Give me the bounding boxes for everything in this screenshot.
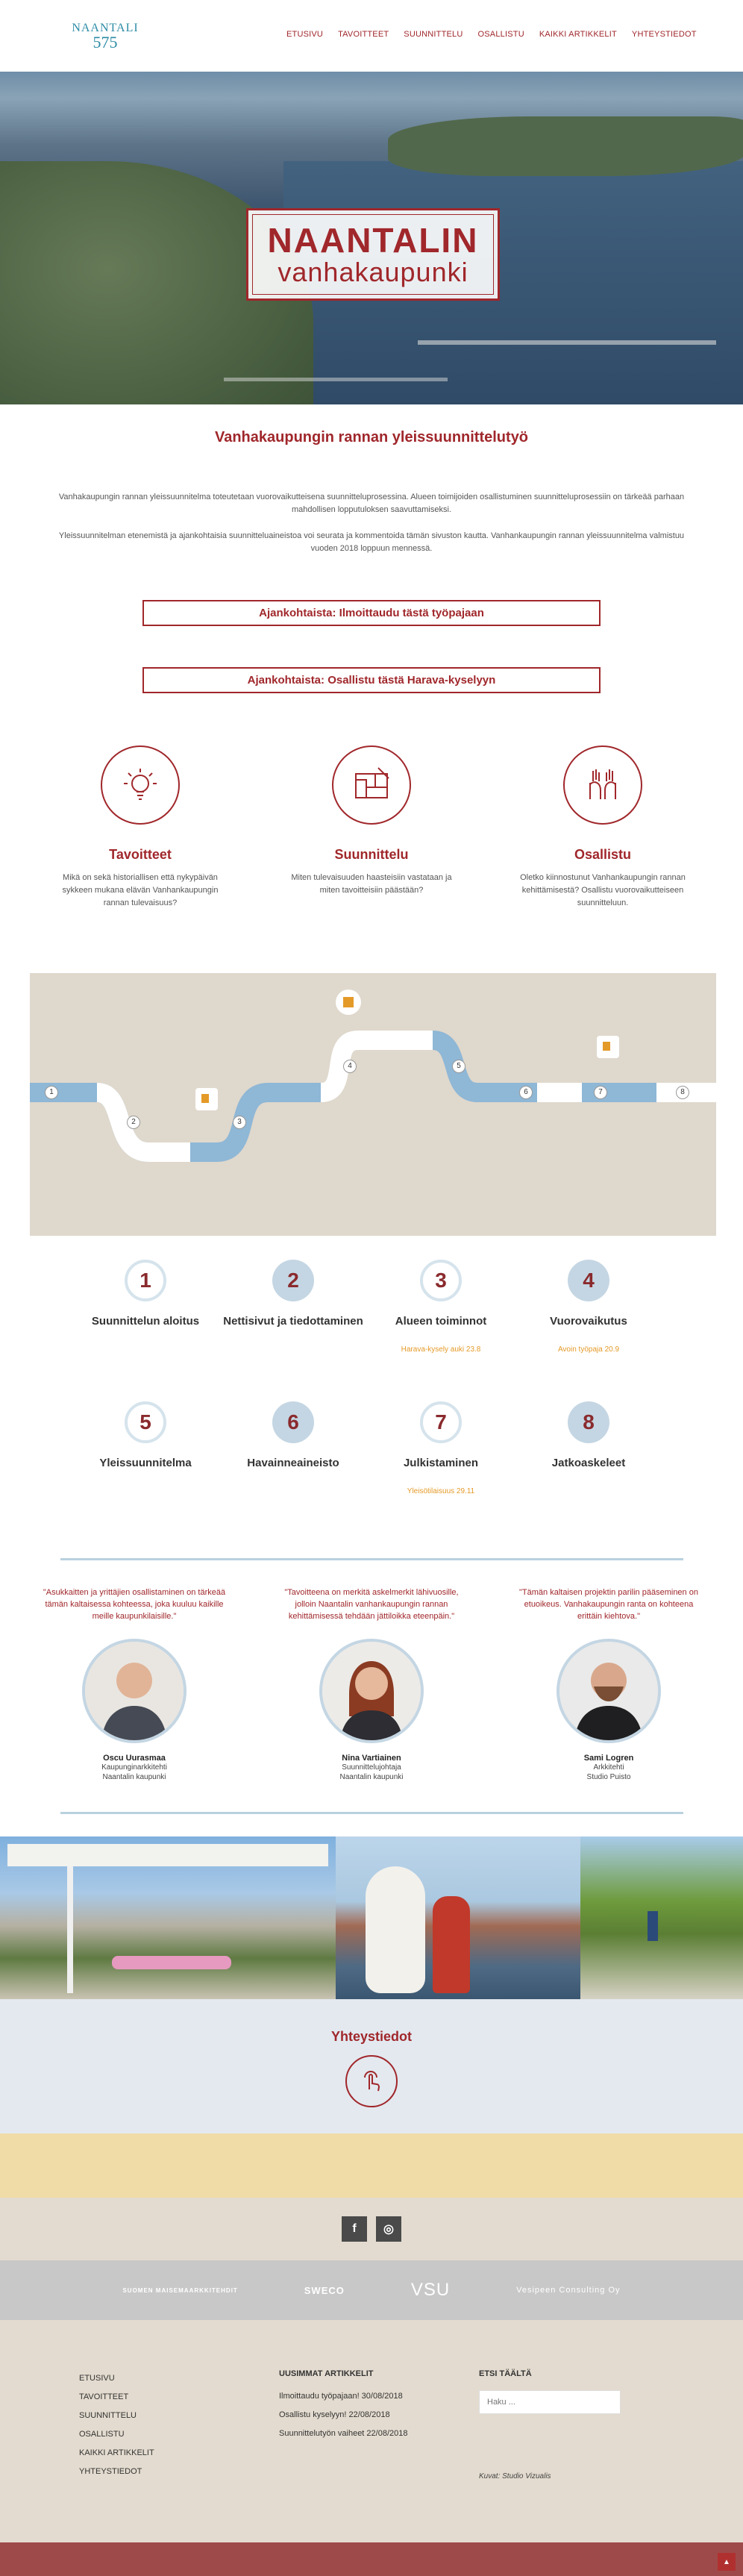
- partner-logo[interactable]: Vesipeen Consulting Oy: [516, 2286, 621, 2295]
- nav-tavoitteet[interactable]: TAVOITTEET: [338, 30, 389, 39]
- step-title: Nettisivut ja tiedottaminen: [223, 1315, 363, 1328]
- pier-post: [67, 1866, 73, 1993]
- features-row: [0, 745, 743, 925]
- quote-card: [41, 1586, 228, 1782]
- divider: [60, 1812, 683, 1814]
- footer-link-etusivu[interactable]: ETUSIVU: [79, 2374, 115, 2383]
- step-number: 6: [272, 1401, 314, 1443]
- step-number: 7: [420, 1401, 462, 1443]
- nav-osallistu[interactable]: OSALLISTU: [477, 30, 524, 39]
- step-7[interactable]: [367, 1401, 515, 1513]
- search-heading: ETSI TÄÄLTÄ: [479, 2369, 532, 2378]
- step-6[interactable]: [219, 1401, 367, 1513]
- flower-bed: [112, 1956, 231, 1969]
- moomin-figure: [366, 1866, 425, 1993]
- intro-paragraph-2: Yleissuunnitelman etenemistä ja ajankohtaisia suunnitteluaineistoa voi seurata ja kommentoida tämän sivuston kautta. Vanhankaupungin rannan yleissuunnitelma valmistuu vuoden 2018 loppuun mennessä.: [58, 531, 685, 553]
- partner-logo[interactable]: SUOMEN MAISEMAARKKITEHDIT: [122, 2286, 238, 2294]
- footer-links: [79, 2369, 279, 2542]
- hero-dock-2: [224, 378, 448, 381]
- feature-osallistu[interactable]: [517, 745, 689, 925]
- article-link[interactable]: Ilmoittaudu työpajaan! 30/08/2018: [279, 2392, 403, 2401]
- step-title: Vuorovaikutus: [550, 1315, 627, 1328]
- process-marker: 4: [343, 1060, 357, 1073]
- step-number: 1: [125, 1260, 166, 1301]
- quote-text: "Tavoitteena on merkitä askelmerkit lähivuosille, jolloin Naantalin vanhankaupungin rannan kehittämisessä tehdään jättiloikka eteenpäin.": [284, 1588, 459, 1621]
- gallery-photo-promenade[interactable]: [580, 1836, 743, 1999]
- process-marker: 5: [452, 1060, 465, 1073]
- logo-text-number: 575: [93, 33, 118, 51]
- intro-heading: Vanhakaupungin rannan yleissuunnittelutyö: [214, 429, 529, 446]
- avatar: [557, 1639, 661, 1743]
- footer-link-suunnittelu[interactable]: SUUNNITTELU: [79, 2411, 137, 2420]
- intro-section: [0, 404, 743, 555]
- quote-text: "Tämän kaltaisen projektin parilin pääseminen on etuoikeus. Vanhakaupungin ranta on kohteena erittäin kiehtova.": [519, 1588, 698, 1621]
- feature-text: Oletko kiinnostunut Vanhankaupungin rannan kehittämisestä? Osallistu vuorovaikutteiseen suunnitteluun.: [520, 873, 686, 907]
- step-title: Jatkoaskeleet: [551, 1457, 626, 1469]
- step-number: 8: [568, 1401, 609, 1443]
- person-org: Naantalin kaupunki: [339, 1773, 404, 1781]
- step-2[interactable]: [219, 1260, 367, 1372]
- process-marker: 2: [127, 1116, 140, 1129]
- process-marker: 8: [676, 1086, 689, 1099]
- footer-search: [479, 2369, 679, 2542]
- intro-paragraph-1: Vanhakaupungin rannan yleissuunnitelma toteutetaan vuorovaikutteisena suunnitteluprosessina. Alueen toimijoiden osallistuminen suunnitteluprosessiin on tärkeää parhaan mahdollisen lopputuloksen saavuttamiseksi.: [58, 493, 685, 514]
- article-link[interactable]: Suunnittelutyön vaiheet 22/08/2018: [279, 2429, 408, 2438]
- photo-gallery: [0, 1836, 743, 1999]
- footer-link-osallistu[interactable]: OSALLISTU: [79, 2430, 125, 2439]
- feature-title: Suunnittelu: [334, 847, 409, 862]
- blueprint-icon: [332, 745, 411, 825]
- hero-dock: [418, 340, 716, 345]
- partner-logos: [0, 2260, 743, 2320]
- step-4[interactable]: [515, 1260, 662, 1372]
- step-note: Avoin työpaja 20.9: [557, 1345, 620, 1354]
- step-number: 3: [420, 1260, 462, 1301]
- avatar: [319, 1639, 424, 1743]
- feature-suunnittelu[interactable]: [286, 745, 457, 925]
- hero-subtitle: vanhakaupunki: [278, 257, 468, 287]
- feature-title: Osallistu: [574, 847, 632, 862]
- person-name: Nina Vartiainen: [342, 1754, 401, 1763]
- step-8[interactable]: [515, 1401, 662, 1513]
- site-footer: [0, 2320, 743, 2542]
- contact-section: [0, 1999, 743, 2133]
- partner-logo[interactable]: SWECO: [304, 2284, 345, 2296]
- site-logo[interactable]: [72, 18, 139, 54]
- photo-credit: Kuvat: Studio Vizualis: [479, 2472, 551, 2480]
- scroll-top-icon[interactable]: ▲: [718, 2553, 736, 2571]
- nav-suunnittelu[interactable]: SUUNNITTELU: [404, 30, 463, 39]
- hero-title-box: [246, 208, 500, 301]
- decorative-band: [0, 2133, 743, 2198]
- person-name: Oscu Uurasmaa: [103, 1754, 166, 1763]
- step-title: Alueen toiminnot: [395, 1315, 487, 1328]
- step-5[interactable]: [72, 1401, 219, 1513]
- person-role: Arkkitehti: [593, 1763, 624, 1772]
- step-note: Harava-kysely auki 23.8: [401, 1345, 481, 1354]
- lightbulb-icon: [101, 745, 180, 825]
- step-title: Havainneaineisto: [247, 1457, 339, 1469]
- hero-island: [388, 116, 743, 176]
- step-1[interactable]: [72, 1260, 219, 1372]
- social-bar: [0, 2198, 743, 2260]
- hero-banner: [0, 72, 743, 404]
- quote-card: [278, 1586, 465, 1782]
- feature-title: Tavoitteet: [109, 847, 172, 862]
- partner-logo[interactable]: VSU: [410, 2280, 451, 2300]
- instagram-icon[interactable]: ◎: [376, 2216, 401, 2242]
- nav-yhteystiedot[interactable]: YHTEYSTIEDOT: [631, 30, 697, 39]
- bottom-bar: [0, 2542, 743, 2576]
- feature-text: Mikä on sekä historiallisen että nykypäivän sykkeen mukana elävän Vanhankaupungin rannan tulevaisuus?: [62, 873, 219, 907]
- quote-text: "Asukkaitten ja yrittäjien osallistaminen on tärkeää tämän kaltaisessa kohteessa, joka kuuluu kaikille meille kaupunkilaisille.": [43, 1588, 226, 1621]
- gallery-photo-moomin[interactable]: [336, 1836, 580, 1999]
- step-3[interactable]: [367, 1260, 515, 1372]
- step-title: Julkistaminen: [403, 1457, 479, 1469]
- quotes-section: [0, 1560, 743, 1812]
- person-role: Suunnittelujohtaja: [342, 1763, 401, 1772]
- workshop-signup-button[interactable]: Ajankohtaista: Ilmoittaudu tästä työpajaan: [142, 600, 601, 626]
- feature-text: Miten tulevaisuuden haasteisiin vastataan ja miten tavoitteisiin päästään?: [291, 873, 452, 895]
- main-nav: [286, 30, 697, 39]
- feature-tavoitteet[interactable]: [54, 745, 226, 925]
- footer-link-kaikki-artikkelit[interactable]: KAIKKI ARTIKKELIT: [79, 2448, 154, 2457]
- facebook-icon[interactable]: f: [342, 2216, 367, 2242]
- footer-link-tavoitteet[interactable]: TAVOITTEET: [79, 2392, 129, 2401]
- process-marker: 7: [594, 1086, 607, 1099]
- site-header: [0, 0, 743, 72]
- search-input[interactable]: [479, 2390, 621, 2414]
- step-number: 5: [125, 1401, 166, 1443]
- article-link[interactable]: Osallistu kyselyyn! 22/08/2018: [279, 2410, 390, 2419]
- avatar: [82, 1639, 186, 1743]
- footer-articles: [279, 2369, 479, 2542]
- person-org: Studio Puisto: [586, 1773, 631, 1781]
- little-my-figure: [433, 1896, 470, 1993]
- articles-heading: UUSIMMAT ARTIKKELIT: [279, 2369, 374, 2378]
- process-map: [30, 973, 716, 1236]
- person-name: Sami Logren: [583, 1754, 634, 1763]
- touch-hand-icon[interactable]: [345, 2055, 398, 2107]
- process-steps: [72, 1260, 743, 1513]
- step-note: Yleisötilaisuus 29.11: [407, 1487, 475, 1495]
- step-title: Yleissuunnitelma: [99, 1457, 192, 1469]
- walker: [648, 1911, 658, 1941]
- raised-hands-icon: [563, 745, 642, 825]
- step-number: 2: [272, 1260, 314, 1301]
- pier-roof: [7, 1844, 328, 1866]
- step-title: Suunnittelun aloitus: [91, 1315, 200, 1328]
- nav-kaikki-artikkelit[interactable]: KAIKKI ARTIKKELIT: [539, 30, 617, 39]
- quote-card: [515, 1586, 702, 1782]
- hero-title: NAANTALIN: [267, 221, 479, 260]
- logo-text-top: NAANTALI: [72, 22, 139, 34]
- harava-survey-button[interactable]: Ajankohtaista: Osallistu tästä Harava-kyselyyn: [142, 667, 601, 693]
- process-marker: 3: [233, 1116, 246, 1129]
- process-marker: 6: [519, 1086, 533, 1099]
- person-role: Kaupunginarkkitehti: [101, 1763, 167, 1772]
- contact-heading: Yhteystiedot: [330, 2029, 413, 2044]
- step-number: 4: [568, 1260, 609, 1301]
- gallery-photo-pier[interactable]: [0, 1836, 336, 1999]
- process-marker: 1: [45, 1086, 58, 1099]
- process-road: [30, 973, 716, 1236]
- person-org: Naantalin kaupunki: [102, 1773, 166, 1781]
- nav-etusivu[interactable]: ETUSIVU: [286, 30, 324, 39]
- footer-link-yhteystiedot[interactable]: YHTEYSTIEDOT: [79, 2467, 142, 2476]
